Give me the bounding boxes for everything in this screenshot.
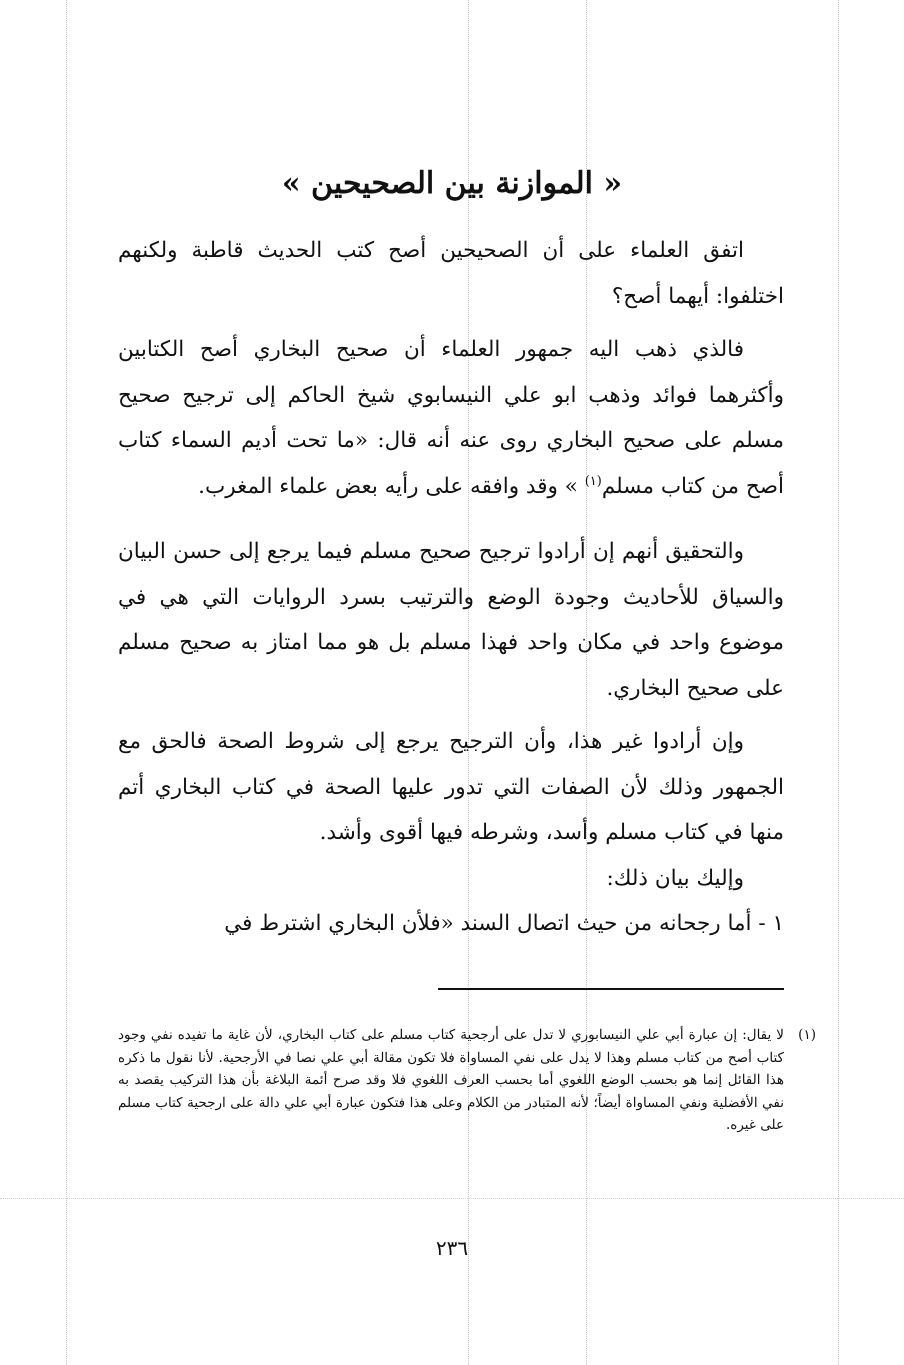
footnote-marker: (١) [798, 1027, 816, 1043]
scan-guide-line [0, 1198, 904, 1199]
paragraph-text: فالذي ذهب اليه جمهور العلماء أن صحيح البخاري أصح الكتابين وأكثرهما فوائد وذهب ابو علي النيسابوي شيخ الحاكم إلى ترجيح صحيح مسلم على صحيح البخاري روى عنه أنه قال: «ما تحت أديم السماء كتاب أصح من كتاب مسلم [118, 337, 784, 499]
footnote-text: لا يقال: إن عبارة أبي علي النيسابوري لا تدل على أرجحية كتاب مسلم على كتاب البخاري، لأن غاية ما تفيده نفي وجود كتاب أصح من كتاب مسلم وهذا لا يدل على نفي المساواة فلا تكون مقالة أبي علي نصا في الأرجحية. لأنا نقول ما ذكره هذا القائل إنما هو بحسب الوضع اللغوي أما بحسب العرف اللغوي فلا وقد صرح أئمة البلاغة بأن هذا التركيب يقصد به نفي الأفضلية ونفي المساواة أيضاً؛ لأنه المتبادر من الكلام وعلى هذا فتكون عبارة أبي علي دالة على ارجحية كتاب مسلم على غيره. [118, 1027, 784, 1133]
chapter-title: « الموازنة بين الصحيحين » [281, 166, 623, 201]
footnote-separator [438, 988, 784, 990]
paragraph: اتفق العلماء على أن الصحيحين أصح كتب الحديث قاطبة ولكنهم اختلفوا: أيهما أصح؟ [118, 238, 784, 309]
paragraph [118, 327, 784, 509]
paragraph: والتحقيق أنهم إن أرادوا ترجيح صحيح مسلم فيما يرجع إلى حسن البيان والسياق للأحاديث وجودة الوضع والترتيب بسرد الروايات التي هي في موضوع واحد في مكان واحد فهذا مسلم بل هو مما امتاز به صحيح مسلم على صحيح البخاري. [118, 539, 784, 701]
scan-guide-line [838, 0, 839, 1365]
footnote [118, 1024, 816, 1137]
paragraph: وإن أرادوا غير هذا، وأن الترجيح يرجع إلى شروط الصحة فالحق مع الجمهور وذلك لأن الصفات التي تدور عليها الصحة في كتاب البخاري أتم منها في كتاب مسلم وأسد، وشرطه فيها أقوى وأشد. [118, 729, 784, 845]
paragraph-text: » وقد وافقه على رأيه بعض علماء المغرب. [198, 473, 578, 499]
footnote-reference: (١) [584, 473, 602, 489]
numbered-item: ١ - أما رجحانه من حيث اتصال السند «فلأن البخاري اشترط في [224, 911, 784, 936]
scan-guide-line [66, 0, 67, 1365]
paragraph: وإليك بيان ذلك: [606, 865, 744, 891]
page-number: ٢٣٦ [435, 1236, 469, 1260]
body-text [118, 228, 784, 947]
